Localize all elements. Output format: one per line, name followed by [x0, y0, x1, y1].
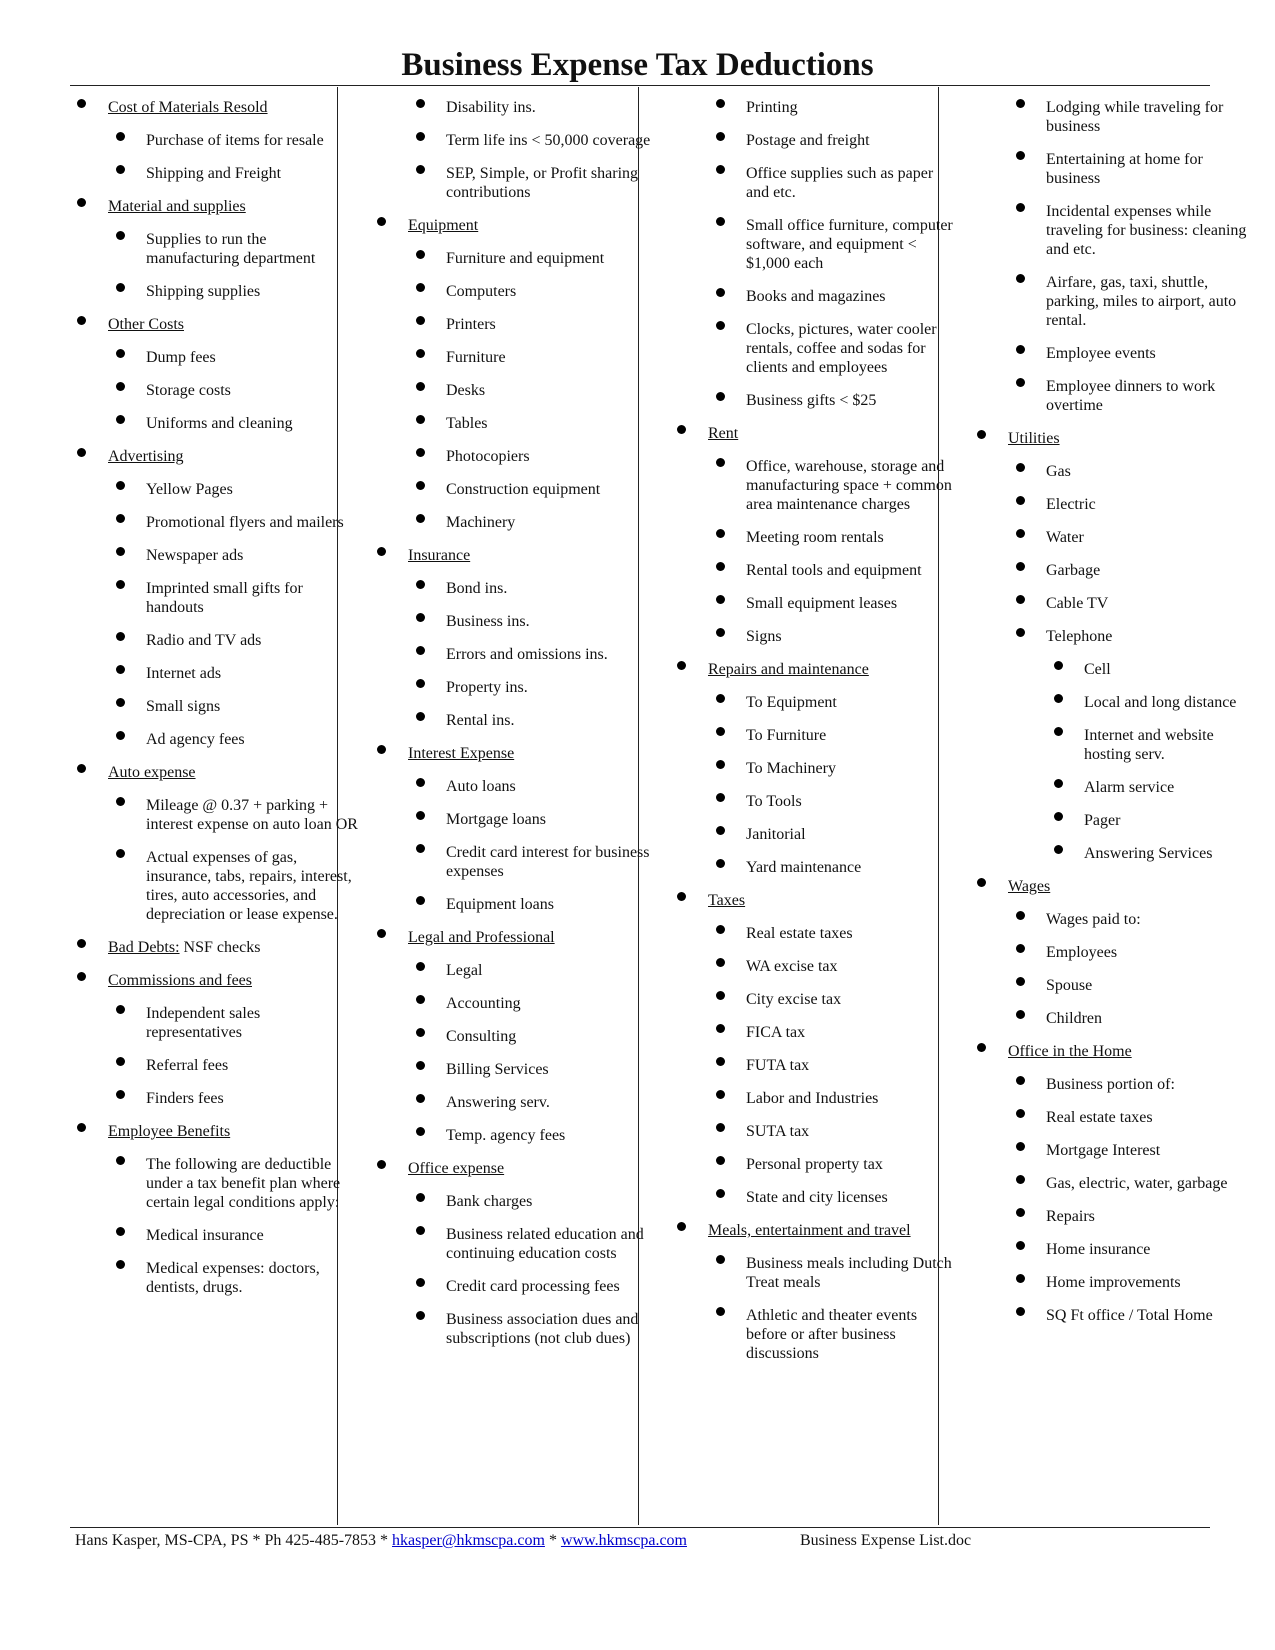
list-item-label: Mileage @ 0.37 + parking + interest expense on auto loan OR: [146, 797, 358, 833]
list-item: [370, 994, 660, 1013]
list-item-label: Business portion of:: [1046, 1076, 1175, 1093]
list-item-label: Home insurance: [1046, 1241, 1151, 1258]
list-item-label: Personal property tax: [746, 1156, 883, 1173]
list-item-label: Accounting: [446, 995, 521, 1012]
list-item: [970, 1108, 1260, 1127]
list-item: [670, 457, 960, 514]
list-item-label: Answering serv.: [446, 1094, 550, 1111]
list-item-label: To Tools: [746, 793, 802, 810]
list-item-label: To Machinery: [746, 760, 836, 777]
list-item: [70, 348, 360, 367]
list-item: [370, 1225, 660, 1263]
list-item: [670, 1089, 960, 1108]
list-item: [370, 843, 660, 881]
list-item-label: Repairs: [1046, 1208, 1095, 1225]
list-item: [670, 1056, 960, 1075]
list-item: [370, 612, 660, 631]
list-item-label: Shipping and Freight: [146, 165, 282, 182]
section-heading: [670, 891, 960, 910]
section-heading-label: Taxes: [708, 892, 746, 909]
list-item: [670, 1188, 960, 1207]
list-item: [970, 344, 1260, 363]
list-item: [970, 1141, 1260, 1160]
list-item-label: Errors and omissions ins.: [446, 646, 608, 663]
list-item-label: Storage costs: [146, 382, 231, 399]
list-item-label: Term life ins < 50,000 coverage: [446, 132, 651, 149]
list-item-label: Temp. agency fees: [446, 1127, 566, 1144]
list-item-label: Bond ins.: [446, 580, 508, 597]
section-heading-label: Interest Expense: [408, 745, 515, 762]
list-item-label: Furniture: [446, 349, 506, 366]
list-item-label: Imprinted small gifts for handouts: [146, 580, 303, 616]
list-item: [970, 943, 1260, 962]
list-item-label: Meeting room rentals: [746, 529, 884, 546]
list-item: [370, 810, 660, 829]
website-link[interactable]: www.hkmscpa.com: [560, 1532, 687, 1549]
section-heading-label: Repairs and maintenance: [708, 661, 869, 678]
list-item-label: Signs: [746, 628, 782, 645]
list-item-label: Billing Services: [446, 1061, 549, 1078]
list-item-label: Medical insurance: [146, 1227, 264, 1244]
list-item: [670, 990, 960, 1009]
list-item: [970, 910, 1260, 929]
list-item: [370, 1277, 660, 1296]
list-item-label: Incidental expenses while traveling for business: cleaning and etc.: [1046, 203, 1247, 258]
list-item-label: Answering Services: [1084, 845, 1213, 862]
section-heading: [370, 216, 660, 235]
list-item-label: Small office furniture, computer software, and equipment < $1,000 each: [746, 217, 953, 272]
list-item-label: Real estate taxes: [1046, 1109, 1153, 1126]
section-heading-label: Bad Debts:: [108, 939, 180, 956]
list-item: [670, 924, 960, 943]
section-heading-label: Auto expense: [108, 764, 196, 781]
list-item-label: Children: [1046, 1010, 1102, 1027]
list-item-label: Cable TV: [1046, 595, 1109, 612]
list-item-label: Construction equipment: [446, 481, 601, 498]
list-item: [670, 391, 960, 410]
list-item-label: FICA tax: [746, 1024, 806, 1041]
section-heading: [70, 938, 360, 957]
list-item: [970, 594, 1260, 613]
list-item: [670, 726, 960, 745]
list-item-label: Uniforms and cleaning: [146, 415, 293, 432]
list-item: [670, 1023, 960, 1042]
list-item: [670, 320, 960, 377]
section-heading: [70, 971, 360, 990]
list-item: [970, 778, 1260, 797]
section-heading: [670, 424, 960, 443]
list-item: [970, 1174, 1260, 1193]
list-item: [70, 1056, 360, 1075]
list-item-label: Home improvements: [1046, 1274, 1181, 1291]
list-item-label: Credit card interest for business expenses: [446, 844, 650, 880]
list-item: [970, 273, 1260, 330]
list-item: [370, 1060, 660, 1079]
list-item: [70, 579, 360, 617]
footer-rule: [70, 1527, 1210, 1528]
list-item-label: SUTA tax: [746, 1123, 810, 1140]
list-item-label: Machinery: [446, 514, 516, 531]
list-item-label: Yellow Pages: [146, 481, 233, 498]
list-item: [970, 561, 1260, 580]
list-item: [970, 1075, 1260, 1094]
list-item-label: Printers: [446, 316, 496, 333]
list-item-label: Independent sales representatives: [146, 1005, 261, 1041]
list-item: [670, 1306, 960, 1363]
list-item-label: Janitorial: [746, 826, 806, 843]
list-item-label: Spouse: [1046, 977, 1093, 994]
list-item: [970, 1207, 1260, 1226]
list-item: [670, 287, 960, 306]
list-item: [370, 1310, 660, 1348]
section-heading: [970, 877, 1260, 896]
list-item-label: Shipping supplies: [146, 283, 261, 300]
list-item: [70, 513, 360, 532]
list-item-label: Business meals including Dutch Treat meals: [746, 1255, 952, 1291]
list-item-label: Small signs: [146, 698, 221, 715]
list-item-label: Athletic and theater events before or after business discussions: [746, 1307, 918, 1362]
list-item: [670, 528, 960, 547]
section-heading: [370, 744, 660, 763]
list-item-label: WA excise tax: [746, 958, 838, 975]
list-item-label: Rental tools and equipment: [746, 562, 922, 579]
list-item-label: Mortgage loans: [446, 811, 546, 828]
list-item-label: Newspaper ads: [146, 547, 244, 564]
list-item: [70, 664, 360, 683]
footer-filename: Business Expense List.doc: [800, 1532, 972, 1549]
list-item-label: Referral fees: [146, 1057, 229, 1074]
list-item-label: Cell: [1084, 661, 1111, 678]
list-item-label: Purchase of items for resale: [146, 132, 324, 149]
list-item: [70, 1155, 360, 1212]
list-item: [670, 858, 960, 877]
list-item-label: Tables: [446, 415, 488, 432]
list-item-label: To Equipment: [746, 694, 837, 711]
list-item: [670, 759, 960, 778]
list-item: [970, 1240, 1260, 1259]
list-item: [70, 697, 360, 716]
list-item-label: Consulting: [446, 1028, 517, 1045]
section-heading-label: Office in the Home: [1008, 1043, 1132, 1060]
list-item: [70, 1004, 360, 1042]
section-heading: [70, 763, 360, 782]
list-item-label: Internet ads: [146, 665, 222, 682]
footer: [75, 1531, 972, 1551]
section-heading: [70, 447, 360, 466]
section-heading: [670, 660, 960, 679]
list-item: [670, 131, 960, 150]
list-item: [370, 282, 660, 301]
list-item: [670, 792, 960, 811]
list-item-label: Business association dues and subscriptions (not club dues): [446, 1311, 639, 1347]
list-item: [70, 414, 360, 433]
section-heading: [70, 197, 360, 216]
column-4: [970, 98, 1260, 1339]
list-item-label: Rental ins.: [446, 712, 515, 729]
footer-contact: Hans Kasper, MS-CPA, PS * Ph 425-485-7853 *: [75, 1532, 393, 1549]
list-item: [970, 202, 1260, 259]
list-item: [970, 976, 1260, 995]
list-item: [670, 561, 960, 580]
list-item-label: Actual expenses of gas, insurance, tabs, repairs, interest, tires, auto accessories, and depreciation or lease expense.: [146, 849, 352, 923]
list-item-label: Business gifts < $25: [746, 392, 877, 409]
list-item: [970, 693, 1260, 712]
list-item: [370, 1126, 660, 1145]
section-heading: [370, 546, 660, 565]
list-item-label: Gas: [1046, 463, 1071, 480]
list-item: [70, 282, 360, 301]
list-item-label: Legal: [446, 962, 483, 979]
list-item: [370, 678, 660, 697]
list-item: [370, 961, 660, 980]
list-item-label: Office supplies such as paper and etc.: [746, 165, 934, 201]
list-item: [370, 131, 660, 150]
list-item: [370, 414, 660, 433]
list-item-label: FUTA tax: [746, 1057, 810, 1074]
list-item-label: Employees: [1046, 944, 1118, 961]
section-heading-label: Wages: [1008, 878, 1051, 895]
list-item: [370, 315, 660, 334]
list-item-label: City excise tax: [746, 991, 842, 1008]
section-heading: [670, 1221, 960, 1240]
list-item: [370, 164, 660, 202]
list-item: [370, 1027, 660, 1046]
list-item-label: Electric: [1046, 496, 1096, 513]
list-item: [370, 579, 660, 598]
list-item: [70, 631, 360, 650]
section-heading-label: Material and supplies: [108, 198, 246, 215]
list-item-label: Dump fees: [146, 349, 216, 366]
list-item: [970, 1273, 1260, 1292]
list-item-label: Alarm service: [1084, 779, 1175, 796]
list-item-label: Real estate taxes: [746, 925, 853, 942]
section-heading: [970, 1042, 1260, 1061]
list-item-label: Finders fees: [146, 1090, 224, 1107]
section-heading: [70, 98, 360, 117]
section-heading-label: Other Costs: [108, 316, 184, 333]
list-item-label: Bank charges: [446, 1193, 533, 1210]
list-item-label: Water: [1046, 529, 1084, 546]
section-heading-label: Meals, entertainment and travel: [708, 1222, 911, 1239]
list-item: [370, 645, 660, 664]
list-item-label: SQ Ft office / Total Home: [1046, 1307, 1213, 1324]
list-item-label: Entertaining at home for business: [1046, 151, 1203, 187]
list-item-label: Yard maintenance: [746, 859, 862, 876]
list-item-label: The following are deductible under a tax benefit plan where certain legal conditions apply:: [146, 1156, 341, 1211]
section-heading: [370, 1159, 660, 1178]
list-item: [670, 594, 960, 613]
list-item-label: Radio and TV ads: [146, 632, 262, 649]
section-heading-suffix: NSF checks: [179, 939, 261, 956]
section-heading: [370, 928, 660, 947]
list-item: [970, 1306, 1260, 1325]
list-item: [370, 1093, 660, 1112]
list-item-label: Ad agency fees: [146, 731, 245, 748]
list-item: [70, 796, 360, 834]
list-item-label: Medical expenses: doctors, dentists, drugs.: [146, 1260, 320, 1296]
list-item: [370, 249, 660, 268]
footer-separator: *: [544, 1532, 561, 1549]
list-item-label: Labor and Industries: [746, 1090, 879, 1107]
list-item-label: Internet and website hosting serv.: [1084, 727, 1214, 763]
section-heading-label: Commissions and fees: [108, 972, 252, 989]
list-item: [670, 164, 960, 202]
list-item-label: Employee events: [1046, 345, 1156, 362]
list-item-label: Auto loans: [446, 778, 516, 795]
list-item: [70, 848, 360, 924]
list-item-label: Business related education and continuing education costs: [446, 1226, 644, 1262]
list-item: [70, 131, 360, 150]
list-item-label: Business ins.: [446, 613, 530, 630]
list-item-label: Garbage: [1046, 562, 1101, 579]
section-heading-label: Utilities: [1008, 430, 1060, 447]
list-item-label: Equipment loans: [446, 896, 554, 913]
section-heading-label: Advertising: [108, 448, 184, 465]
list-item: [370, 513, 660, 532]
list-item-label: Supplies to run the manufacturing department: [146, 231, 316, 267]
list-item: [970, 627, 1260, 646]
list-item: [370, 348, 660, 367]
list-item: [70, 164, 360, 183]
list-item-label: State and city licenses: [746, 1189, 888, 1206]
list-item-label: To Furniture: [746, 727, 827, 744]
list-item: [970, 726, 1260, 764]
list-item-label: SEP, Simple, or Profit sharing contributions: [446, 165, 639, 201]
list-item: [970, 98, 1260, 136]
list-item: [370, 895, 660, 914]
section-heading-label: Cost of Materials Resold: [108, 99, 268, 116]
section-heading-label: Equipment: [408, 217, 479, 234]
section-heading: [70, 1122, 360, 1141]
list-item: [970, 528, 1260, 547]
list-item: [970, 150, 1260, 188]
list-item: [970, 811, 1260, 830]
list-item: [970, 1009, 1260, 1028]
column-3: [670, 98, 960, 1377]
list-item-label: Mortgage Interest: [1046, 1142, 1161, 1159]
list-item: [70, 1226, 360, 1245]
list-item-label: Property ins.: [446, 679, 528, 696]
list-item: [670, 1122, 960, 1141]
list-item: [670, 98, 960, 117]
section-heading: [970, 429, 1260, 448]
list-item: [970, 495, 1260, 514]
list-item-label: Promotional flyers and mailers: [146, 514, 344, 531]
list-item-label: Telephone: [1046, 628, 1113, 645]
list-item-label: Gas, electric, water, garbage: [1046, 1175, 1228, 1192]
column-2: [370, 98, 660, 1362]
email-link[interactable]: hkasper@hkmscpa.com: [392, 1532, 545, 1549]
list-item-label: Local and long distance: [1084, 694, 1237, 711]
page-title: Business Expense Tax Deductions: [401, 47, 874, 83]
list-item: [970, 844, 1260, 863]
list-item: [370, 480, 660, 499]
list-item-label: Credit card processing fees: [446, 1278, 620, 1295]
list-item-label: Wages paid to:: [1046, 911, 1141, 928]
list-item: [670, 627, 960, 646]
section-heading-label: Employee Benefits: [108, 1123, 231, 1140]
list-item-label: Pager: [1084, 812, 1121, 829]
section-heading-label: Office expense: [408, 1160, 505, 1177]
section-heading-label: Rent: [708, 425, 739, 442]
list-item: [670, 825, 960, 844]
list-item-label: Clocks, pictures, water cooler rentals, coffee and sodas for clients and employees: [746, 321, 937, 376]
list-item: [70, 381, 360, 400]
list-item: [370, 381, 660, 400]
title-rule: [70, 85, 1210, 86]
list-item-label: Printing: [746, 99, 798, 116]
list-item: [670, 1155, 960, 1174]
section-heading: [70, 315, 360, 334]
list-item: [670, 957, 960, 976]
section-heading-label: Legal and Professional: [408, 929, 555, 946]
list-item-label: Computers: [446, 283, 517, 300]
list-item: [70, 1089, 360, 1108]
column-1: [70, 98, 360, 1311]
list-item: [70, 480, 360, 499]
list-item-label: Lodging while traveling for business: [1046, 99, 1224, 135]
list-item: [670, 216, 960, 273]
list-item: [370, 711, 660, 730]
list-item: [70, 230, 360, 268]
list-item: [970, 660, 1260, 679]
list-item: [670, 693, 960, 712]
list-item: [370, 98, 660, 117]
list-item-label: Small equipment leases: [746, 595, 898, 612]
list-item: [370, 447, 660, 466]
list-item-label: Office, warehouse, storage and manufacturing space + common area maintenance charges: [746, 458, 952, 513]
list-item: [970, 377, 1260, 415]
list-item-label: Postage and freight: [746, 132, 870, 149]
list-item: [370, 777, 660, 796]
list-item-label: Desks: [446, 382, 486, 399]
list-item: [70, 546, 360, 565]
list-item-label: Disability ins.: [446, 99, 536, 116]
list-item-label: Employee dinners to work overtime: [1046, 378, 1216, 414]
list-item-label: Books and magazines: [746, 288, 886, 305]
list-item: [970, 462, 1260, 481]
list-item: [670, 1254, 960, 1292]
list-item-label: Photocopiers: [446, 448, 530, 465]
list-item: [370, 1192, 660, 1211]
list-item: [70, 730, 360, 749]
list-item-label: Furniture and equipment: [446, 250, 605, 267]
section-heading-label: Insurance: [408, 547, 471, 564]
list-item-label: Airfare, gas, taxi, shuttle, parking, miles to airport, auto rental.: [1046, 274, 1237, 329]
list-item: [70, 1259, 360, 1297]
